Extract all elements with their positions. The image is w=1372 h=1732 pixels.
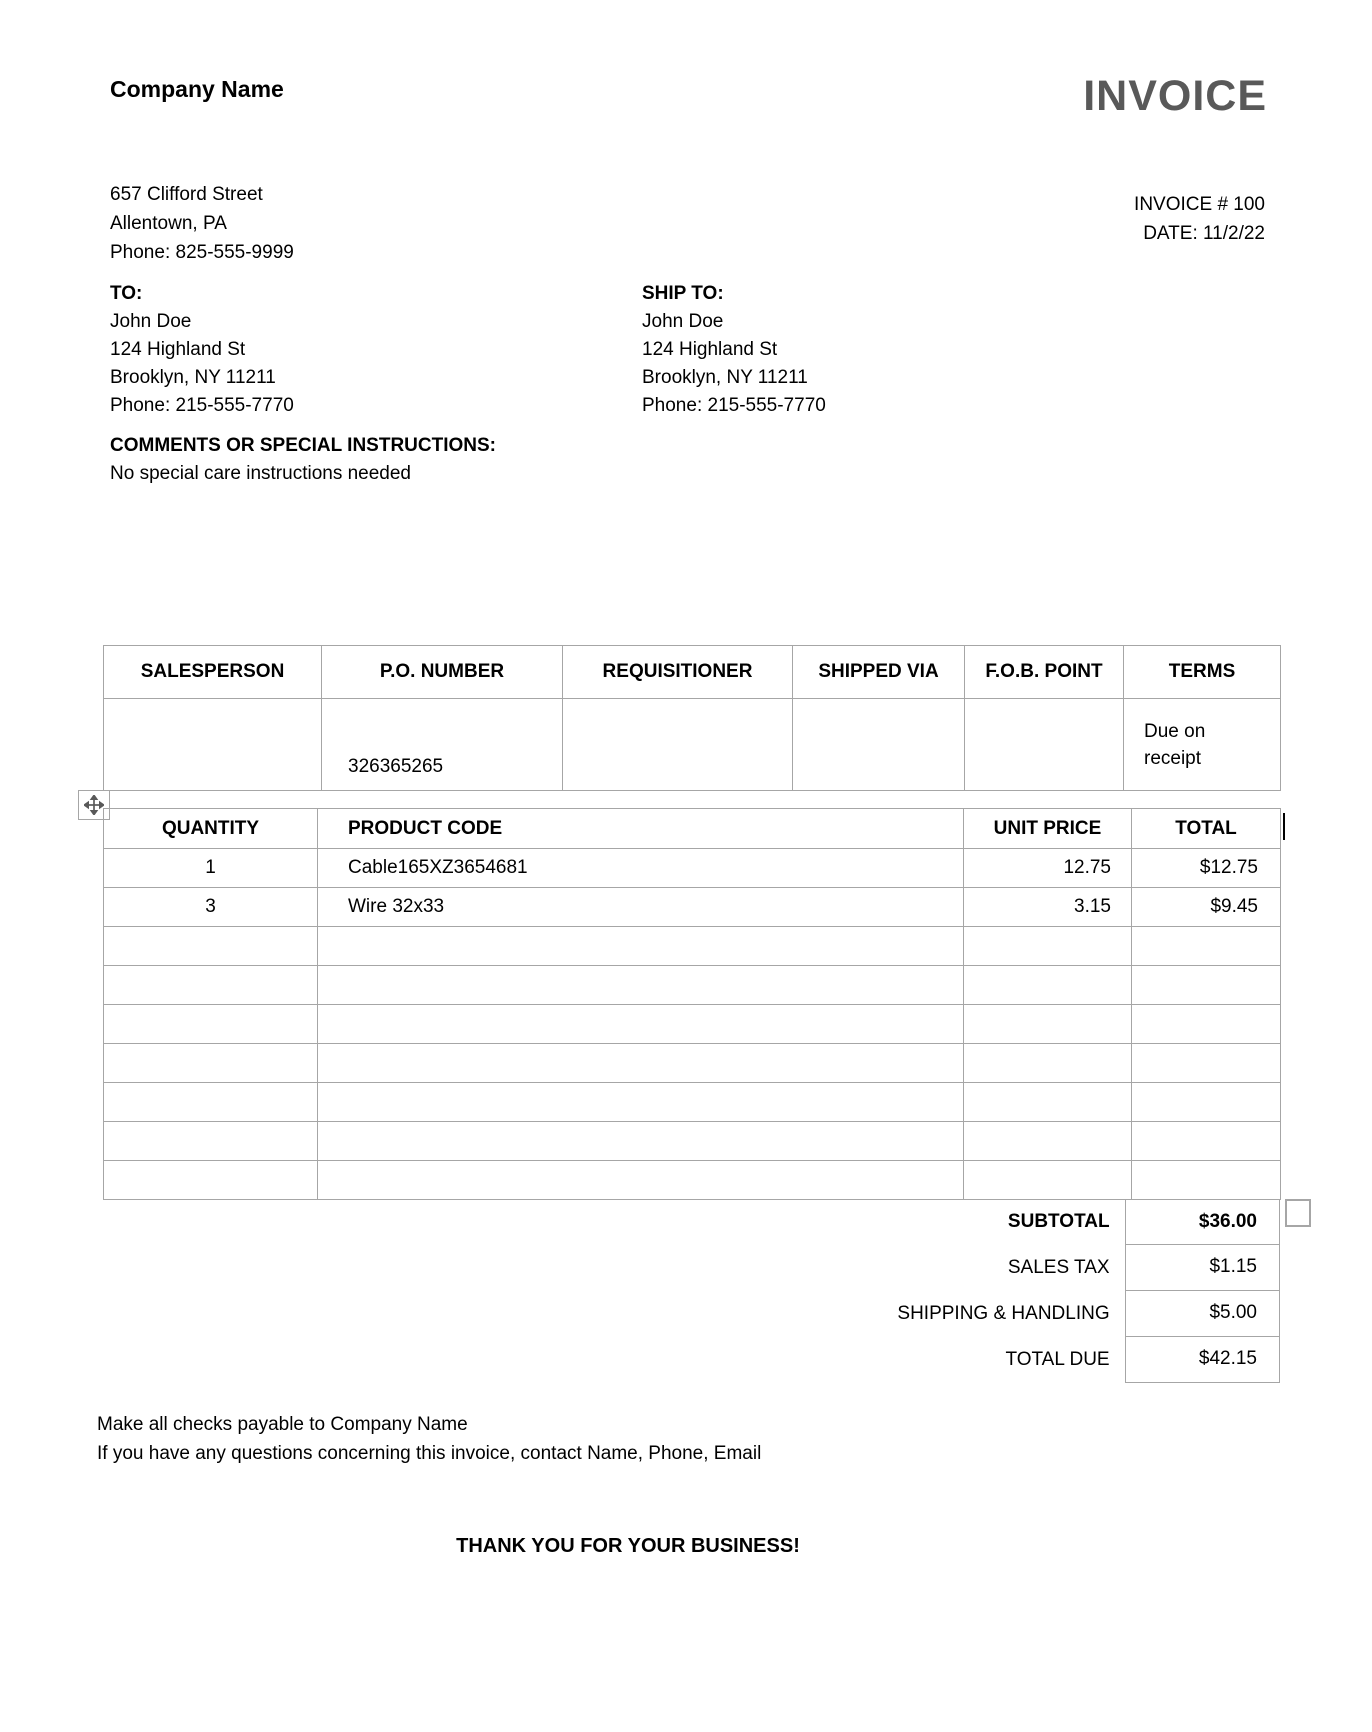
header-product-code: PRODUCT CODE <box>318 809 964 849</box>
sales-tax-label: SALES TAX <box>1007 1257 1110 1278</box>
empty-cell[interactable] <box>318 1122 964 1161</box>
order-info-data-row <box>104 699 1281 791</box>
empty-cell[interactable] <box>1132 1122 1281 1161</box>
empty-cell[interactable] <box>318 1005 964 1044</box>
empty-cell[interactable] <box>318 1044 964 1083</box>
move-icon <box>84 795 104 815</box>
quantity-cell[interactable]: 1 <box>104 849 318 888</box>
shipped-via-cell[interactable] <box>793 699 965 791</box>
empty-cell[interactable] <box>104 1044 318 1083</box>
ship-to-line: Brooklyn, NY 11211 <box>642 367 808 388</box>
company-address-line: Allentown, PA <box>110 213 227 234</box>
unit-price-cell[interactable]: 3.15 <box>964 888 1132 927</box>
to-line: 124 Highland St <box>110 339 246 360</box>
empty-line-item-row <box>104 1005 1281 1044</box>
product-code-cell[interactable]: Wire 32x33 <box>318 888 964 927</box>
empty-cell[interactable] <box>318 1161 964 1200</box>
empty-line-item-row <box>104 966 1281 1005</box>
empty-line-item-row <box>104 1161 1281 1200</box>
table-resize-handle[interactable] <box>1285 1199 1311 1227</box>
to-line: Phone: 215-555-7770 <box>110 395 294 416</box>
empty-line-item-row <box>104 927 1281 966</box>
empty-line-item-row <box>104 1044 1281 1083</box>
empty-cell[interactable] <box>1132 927 1281 966</box>
ship-to-line: 124 Highland St <box>642 339 778 360</box>
order-info-table <box>103 645 1281 791</box>
ship-to-line: Phone: 215-555-7770 <box>642 395 826 416</box>
header-requisitioner: REQUISITIONER <box>563 646 793 699</box>
po-number-cell[interactable]: 326365265 <box>322 699 563 791</box>
header-terms: TERMS <box>1124 646 1281 699</box>
questions-line: If you have any questions concerning this invoice, contact Name, Phone, Email <box>97 1443 762 1464</box>
empty-cell[interactable] <box>964 1005 1132 1044</box>
empty-cell[interactable] <box>1132 1161 1281 1200</box>
empty-cell[interactable] <box>964 927 1132 966</box>
total-due-value[interactable]: $42.15 <box>1125 1336 1280 1383</box>
line-items-table <box>103 808 1281 1200</box>
empty-line-item-row <box>104 1083 1281 1122</box>
to-label: TO: <box>110 283 143 304</box>
empty-cell[interactable] <box>318 1083 964 1122</box>
invoice-meta <box>1134 190 1265 248</box>
header-total: TOTAL <box>1132 809 1281 849</box>
to-line: Brooklyn, NY 11211 <box>110 367 276 388</box>
empty-cell[interactable] <box>964 1044 1132 1083</box>
text-cursor-bar <box>1283 813 1285 840</box>
invoice-date: DATE: 11/2/22 <box>1143 223 1265 244</box>
shipping-value[interactable]: $5.00 <box>1125 1290 1280 1337</box>
empty-cell[interactable] <box>1132 1044 1281 1083</box>
unit-price-cell[interactable]: 12.75 <box>964 849 1132 888</box>
bill-to-block <box>110 280 294 420</box>
comments-label: COMMENTS OR SPECIAL INSTRUCTIONS: <box>110 435 496 456</box>
empty-cell[interactable] <box>964 1161 1132 1200</box>
empty-cell[interactable] <box>964 966 1132 1005</box>
empty-line-item-row <box>104 1122 1281 1161</box>
line-item-row <box>104 849 1281 888</box>
line-item-row <box>104 888 1281 927</box>
empty-cell[interactable] <box>964 1122 1132 1161</box>
total-due-label: TOTAL DUE <box>1005 1349 1110 1370</box>
comments-text: No special care instructions needed <box>110 463 412 484</box>
product-code-cell[interactable]: Cable165XZ3654681 <box>318 849 964 888</box>
line-items-header-row <box>104 809 1281 849</box>
checks-payable-line: Make all checks payable to Company Name <box>97 1414 468 1435</box>
fob-point-cell[interactable] <box>965 699 1124 791</box>
totals-row-sales-tax <box>103 1245 1280 1291</box>
empty-cell[interactable] <box>1132 966 1281 1005</box>
total-cell[interactable]: $9.45 <box>1132 888 1281 927</box>
footer-notes <box>97 1410 761 1468</box>
comments-section <box>110 432 496 488</box>
shipping-label: SHIPPING & HANDLING <box>897 1303 1110 1324</box>
empty-cell[interactable] <box>1132 1083 1281 1122</box>
invoice-title: INVOICE <box>1083 72 1267 120</box>
total-cell[interactable]: $12.75 <box>1132 849 1281 888</box>
sales-tax-value[interactable]: $1.15 <box>1125 1244 1280 1291</box>
invoice-number: INVOICE # 100 <box>1134 194 1265 215</box>
empty-cell[interactable] <box>104 927 318 966</box>
company-name: Company Name <box>110 76 284 102</box>
header-salesperson: SALESPERSON <box>104 646 322 699</box>
totals-row-subtotal <box>103 1199 1280 1245</box>
company-address-line: 657 Clifford Street <box>110 184 263 205</box>
salesperson-cell[interactable] <box>104 699 322 791</box>
subtotal-value[interactable]: $36.00 <box>1125 1199 1280 1245</box>
thank-you-message: THANK YOU FOR YOUR BUSINESS! <box>456 1535 800 1557</box>
totals-row-shipping <box>103 1291 1280 1337</box>
empty-cell[interactable] <box>318 927 964 966</box>
totals-section <box>103 1199 1280 1383</box>
order-info-header-row <box>104 646 1281 699</box>
totals-row-total-due <box>103 1337 1280 1383</box>
empty-cell[interactable] <box>104 1005 318 1044</box>
header-shipped-via: SHIPPED VIA <box>793 646 965 699</box>
subtotal-label: SUBTOTAL <box>1007 1211 1110 1232</box>
empty-cell[interactable] <box>1132 1005 1281 1044</box>
empty-cell[interactable] <box>318 966 964 1005</box>
terms-cell[interactable]: Due on receipt <box>1124 699 1281 791</box>
empty-cell[interactable] <box>104 1083 318 1122</box>
ship-to-block <box>642 280 826 420</box>
to-line: John Doe <box>110 311 192 332</box>
ship-to-line: John Doe <box>642 311 724 332</box>
header-unit-price: UNIT PRICE <box>964 809 1132 849</box>
empty-cell[interactable] <box>104 1161 318 1200</box>
header-fob-point: F.O.B. POINT <box>965 646 1124 699</box>
company-address-line: Phone: 825-555-9999 <box>110 242 294 263</box>
header-po-number: P.O. NUMBER <box>322 646 563 699</box>
header-quantity: QUANTITY <box>104 809 318 849</box>
empty-cell[interactable] <box>964 1083 1132 1122</box>
ship-to-label: SHIP TO: <box>642 283 724 304</box>
empty-cell[interactable] <box>104 966 318 1005</box>
quantity-cell[interactable]: 3 <box>104 888 318 927</box>
empty-cell[interactable] <box>104 1122 318 1161</box>
company-address <box>110 180 294 267</box>
requisitioner-cell[interactable] <box>563 699 793 791</box>
